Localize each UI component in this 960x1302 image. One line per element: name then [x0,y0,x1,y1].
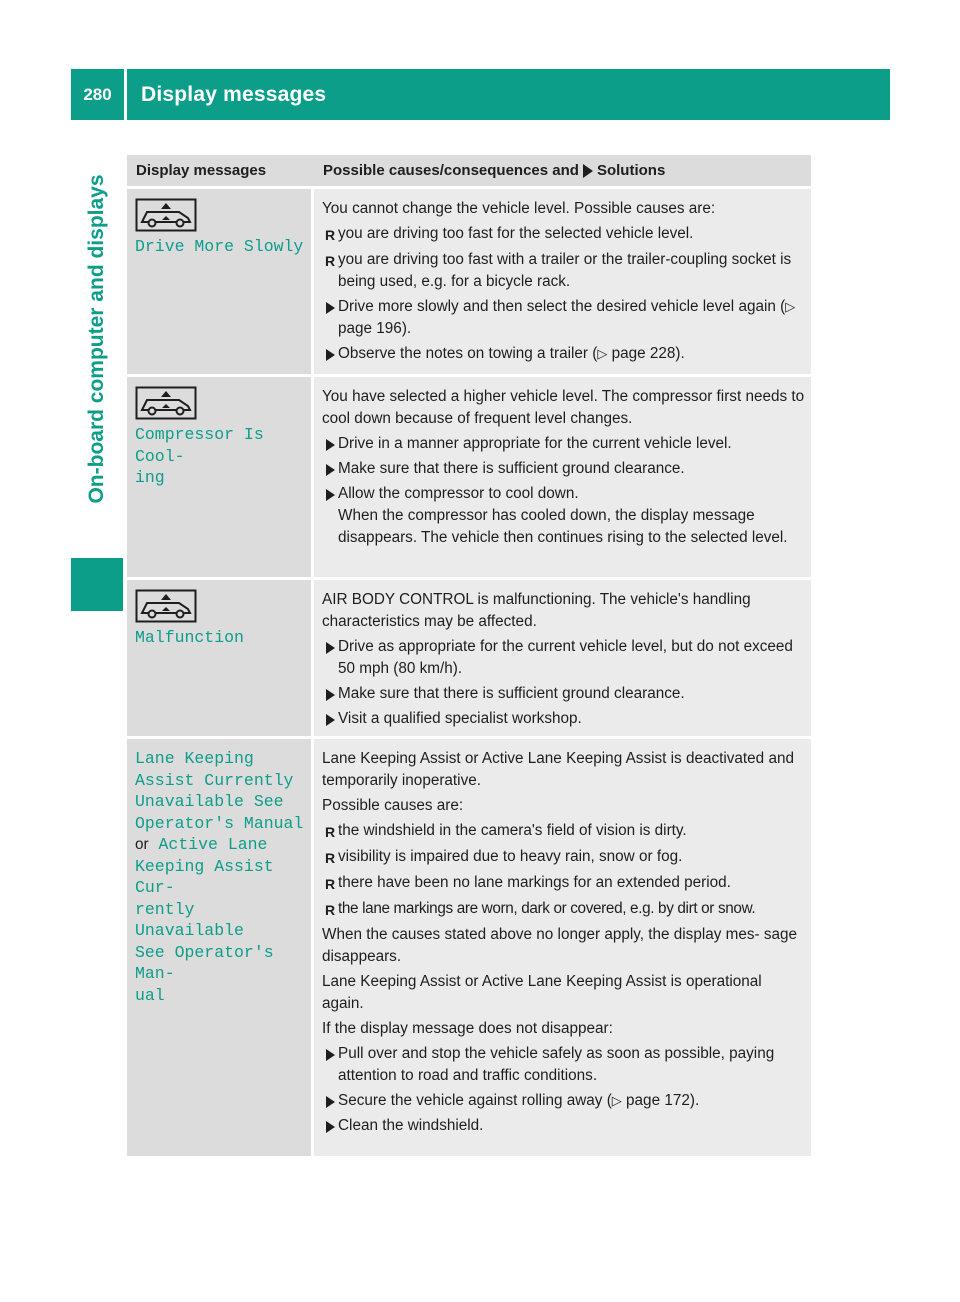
step-arrow-icon [326,302,335,314]
step-item: Visit a qualified specialist workshop. [322,708,805,730]
bullet-icon: R [324,227,336,243]
causes-cell [314,189,811,374]
bullet-icon: R [324,253,336,269]
message-text: ual [135,985,165,1005]
step-arrow-icon [326,1096,335,1108]
message-text: Operator's Manual [135,813,304,833]
column-header-causes [314,155,811,186]
page-ref-icon: ▷ [611,1093,622,1108]
vehicle-level-icon [135,589,197,623]
step-arrow-icon [326,689,335,701]
paragraph: If the display message does not disappear: [322,1020,613,1037]
table-header [127,155,811,189]
side-tab-marker [71,558,123,611]
section-title: Display messages [141,82,327,106]
bullet-icon: R [324,850,336,866]
page-link[interactable]: page 196 [338,320,402,337]
page-ref-icon: ▷ [597,346,608,361]
step-arrow-icon [326,464,335,476]
table-row [127,739,811,1156]
step-item: Drive more slowly and then select the desired vehicle level again (▷ page 196). [322,296,805,340]
message-cell [127,377,314,577]
causes-cell [314,580,811,736]
message-cell [127,739,314,1156]
message-text: rently Unavailable [135,899,244,940]
message-text: Assist Currently [135,770,294,790]
message-text: Lane Keeping [135,749,254,768]
table-row [127,580,811,739]
solution-arrow-icon [583,164,593,178]
page-link[interactable]: page 172 [626,1092,690,1109]
vehicle-level-icon [135,198,197,232]
table-row [127,377,811,580]
message-cell [127,189,314,374]
page-link[interactable]: page 228 [611,345,676,362]
message-text: Drive More Slowly [135,237,304,256]
bullet-item: R the lane markings are worn, dark or covered, e.g. by dirt or snow. [322,898,805,921]
causes-cell [314,739,811,1156]
message-text: Keeping Assist Cur‐ [135,856,274,897]
causes-cell [314,377,811,577]
bullet-item: R you are driving too fast for the selected vehicle level. [322,223,805,246]
paragraph: You cannot change the vehicle level. Possible causes are: [322,200,716,217]
message-text: Compressor Is Cool‐ [135,425,264,466]
paragraph: Possible causes are: [322,797,464,814]
step-item: Observe the notes on towing a trailer (▷ page 228). [322,343,805,365]
message-cell [127,580,314,736]
bullet-icon: R [324,876,336,892]
step-arrow-icon [326,489,335,501]
paragraph: AIR BODY CONTROL is malfunctioning. The vehicle's handling characteristics may be affected. [322,591,751,630]
bullet-icon: R [324,824,336,840]
step-item: Make sure that there is sufficient ground clearance. [322,458,805,480]
page-number: 280 [71,69,127,120]
step-item: Drive as appropriate for the current vehicle level, but do not exceed 50 mph (80 km/h). [322,636,805,680]
paragraph: Lane Keeping Assist or Active Lane Keeping Assist is operational again. [322,973,762,1012]
bullet-item: R the windshield in the camera's field of vision is dirty. [322,820,805,843]
paragraph: You have selected a higher vehicle level. The compressor first needs to cool down because of frequent level changes. [322,388,805,427]
table-row [127,189,811,377]
step-arrow-icon [326,439,335,451]
step-item: Secure the vehicle against rolling away (▷ page 172). [322,1090,805,1112]
column-header-causes-text: Possible causes/consequences and [323,162,579,179]
message-text: ing [135,468,165,487]
step-arrow-icon [326,714,335,726]
side-tab-label: On-board computer and displays [85,174,108,504]
message-text: Malfunction [135,628,244,647]
step-item: Drive in a manner appropriate for the current vehicle level. [322,433,805,455]
step-item: Pull over and stop the vehicle safely as soon as possible, paying attention to road and traffic conditions. [322,1043,805,1087]
page-ref-icon: ▷ [785,299,796,314]
or-label: or [135,836,149,853]
vehicle-level-icon [135,386,197,420]
paragraph: When the causes stated above no longer apply, the display mes‐ sage disappears. [322,926,798,965]
bullet-item: R there have been no lane markings for an extended period. [322,872,805,895]
step-arrow-icon [326,642,335,654]
display-messages-table [127,155,811,1156]
bullet-item: R visibility is impaired due to heavy rain, snow or fog. [322,846,805,869]
paragraph: Lane Keeping Assist or Active Lane Keeping Assist is deactivated and temporarily inoperative. [322,750,794,789]
column-header-messages: Display messages [136,162,267,179]
column-header-solutions-text: Solutions [596,162,666,179]
step-arrow-icon [326,1121,335,1133]
bullet-icon: R [324,902,336,918]
message-text: Active Lane [158,835,268,854]
message-text: Unavailable See [135,792,284,811]
step-arrow-icon [326,1049,335,1061]
bullet-item: R you are driving too fast with a trailer or the trailer-coupling socket is being used, e.g. for a bicycle rack. [322,249,805,293]
page-header [71,69,890,120]
step-item: Clean the windshield. [322,1115,805,1137]
message-text: See Operator's Man‐ [135,942,274,983]
side-tab [71,128,123,550]
step-item: Make sure that there is sufficient ground clearance. [322,683,805,705]
step-arrow-icon [326,349,335,361]
step-item: Allow the compressor to cool down. When the compressor has cooled down, the display message disappears. The vehicle then continues rising to the selected level. [322,483,805,549]
